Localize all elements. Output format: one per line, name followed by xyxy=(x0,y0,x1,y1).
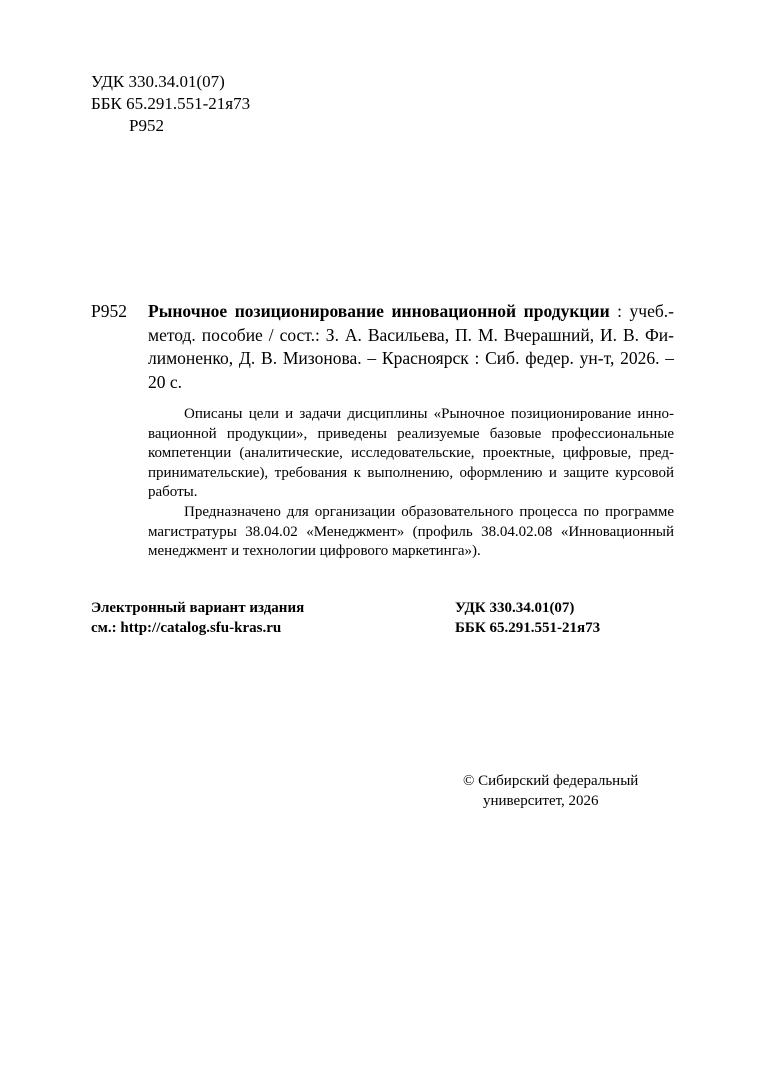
book-title: Рыночное позиционирование инновационной продукции xyxy=(148,301,610,321)
electronic-version-note xyxy=(91,598,304,638)
footer-classification-codes xyxy=(455,598,600,638)
copyright-line-2: университет, 2026 xyxy=(483,793,599,809)
udk-code: УДК 330.34.01(07) xyxy=(91,72,225,91)
bbk-code: ББК 65.291.551-21я73 xyxy=(91,94,251,113)
author-mark: Р952 xyxy=(129,116,164,135)
electronic-version-line-2: см.: http://catalog.sfu-kras.ru xyxy=(91,620,282,636)
book-description: : учеб.-метод. пособие / сост.: З. А. Васильева, П. М. Вчерашний, И. В. Филимоненко, Д. В. Мизонова. – Красноярск : Сиб. федер. ун-т, 2026. – 20 с. xyxy=(148,301,674,392)
copyright-line-1: © Сибирский федеральный xyxy=(463,773,639,789)
footer-udk-code: УДК 330.34.01(07) xyxy=(455,600,575,616)
abstract-paragraph-2: Предназначено для организации образовательного процесса по программе магистратуры 38.04.02 «Менеджмент» (профиль 38.04.02.08 «Инновационный менеджмент и технологии цифрового маркетинга»). xyxy=(148,503,674,560)
bibliographic-record xyxy=(91,300,674,394)
footer-bbk-code: ББК 65.291.551-21я73 xyxy=(455,620,601,636)
record-text xyxy=(148,300,674,394)
header-classification-codes xyxy=(91,71,250,137)
electronic-version-line-1: Электронный вариант издания xyxy=(91,600,305,616)
copyright-notice xyxy=(463,771,638,811)
record-author-mark: Р952 xyxy=(91,301,127,321)
abstract xyxy=(148,405,674,562)
abstract-paragraph-1: Описаны цели и задачи дисциплины «Рыночное позиционирование инновационной продукции», приведены реализуемые базовые профессиональные компетенции (аналитические, исследовательские, проектные, цифровые, предпринимательские), требования к выполнению, оформлению и защите курсовой работы. xyxy=(148,406,674,501)
